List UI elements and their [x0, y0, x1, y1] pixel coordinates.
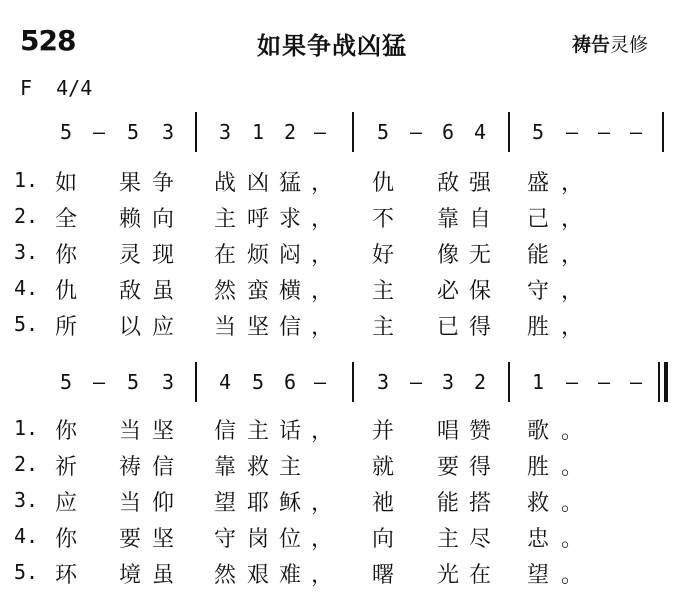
lyric-char: 己 [526, 207, 550, 232]
lyric-char: ， [560, 243, 584, 268]
category-rest: 灵修 [610, 34, 649, 56]
lyric-char: 主 [371, 279, 395, 304]
lyric-char: 守 [526, 279, 550, 304]
lyric-char: 无 [468, 243, 492, 268]
note: 1 [251, 120, 265, 144]
note: 5 [126, 120, 140, 144]
note: — [409, 120, 423, 144]
lyric-char: 艰 [246, 563, 270, 588]
hymn-category [572, 30, 648, 57]
lyric-char: 境 [118, 563, 142, 588]
verse-number: 5. [14, 560, 39, 584]
lyric-char: 你 [54, 419, 78, 444]
lyric-char: 唱 [436, 419, 460, 444]
lyric-char: 并 [371, 419, 395, 444]
lyric-char: 尽 [468, 527, 492, 552]
lyric-char: 凶 [246, 171, 270, 196]
lyric-char: 在 [213, 243, 237, 268]
note: 4 [473, 120, 487, 144]
lyric-char: 仇 [371, 171, 395, 196]
lyric-char: 望 [213, 491, 237, 516]
lyric-line [0, 164, 700, 198]
category-bold: 祷告 [572, 34, 611, 56]
lyric-char: 如 [54, 171, 78, 196]
lyric-char: 好 [371, 243, 395, 268]
lyric-char: 应 [151, 315, 175, 340]
barline [195, 112, 197, 152]
lyric-char: ， [310, 243, 334, 268]
lyric-char: 。 [560, 491, 584, 516]
lyric-char: 得 [468, 315, 492, 340]
lyric-line [0, 236, 700, 270]
lyric-char: ， [310, 171, 334, 196]
lyric-char: 求 [278, 207, 302, 232]
notes-line-1 [0, 112, 700, 152]
verse-number: 4. [14, 524, 39, 548]
lyric-char: ， [310, 315, 334, 340]
lyric-char: ， [560, 315, 584, 340]
lyric-char: 位 [278, 527, 302, 552]
lyric-char: 信 [278, 315, 302, 340]
lyric-line [0, 412, 700, 446]
lyric-char: 胜 [526, 455, 550, 480]
lyric-char: 话 [278, 419, 302, 444]
lyric-line [0, 556, 700, 590]
note: 4 [218, 370, 232, 394]
lyric-char: 祈 [54, 455, 78, 480]
lyric-char: 信 [213, 419, 237, 444]
lyric-char: 蛮 [246, 279, 270, 304]
lyric-char: ， [310, 279, 334, 304]
lyric-char: ， [310, 527, 334, 552]
note: — [92, 120, 106, 144]
note: 3 [161, 370, 175, 394]
lyric-char: 闷 [278, 243, 302, 268]
lyric-char: 能 [436, 491, 460, 516]
lyric-char: 猛 [278, 171, 302, 196]
lyric-line [0, 520, 700, 554]
lyric-char: 仇 [54, 279, 78, 304]
lyric-char: 虽 [151, 279, 175, 304]
note: 3 [218, 120, 232, 144]
lyric-char: 果 [118, 171, 142, 196]
lyric-char: 全 [54, 207, 78, 232]
lyric-char: 必 [436, 279, 460, 304]
note: 2 [473, 370, 487, 394]
lyric-char: 。 [560, 419, 584, 444]
note: — [597, 120, 611, 144]
note: 5 [59, 120, 73, 144]
lyric-char: ， [560, 171, 584, 196]
barline [195, 362, 197, 402]
lyric-char: 。 [560, 527, 584, 552]
note: 3 [441, 370, 455, 394]
lyric-char: 主 [371, 315, 395, 340]
lyric-char: ， [310, 419, 334, 444]
lyric-char: 主 [278, 455, 302, 480]
verse-number: 1. [14, 168, 39, 192]
lyric-char: 忠 [526, 527, 550, 552]
note: 2 [283, 120, 297, 144]
lyric-char: 祷 [118, 455, 142, 480]
lyric-char: ， [560, 279, 584, 304]
lyric-char: 盛 [526, 171, 550, 196]
lyric-char: 然 [213, 563, 237, 588]
note: 5 [251, 370, 265, 394]
verse-number: 2. [14, 204, 39, 228]
lyric-line [0, 448, 700, 482]
lyric-char: 不 [371, 207, 395, 232]
verse-number: 3. [14, 240, 39, 264]
lyric-char: 靠 [213, 455, 237, 480]
lyric-char: 难 [278, 563, 302, 588]
note: — [629, 120, 643, 144]
barline [508, 112, 510, 152]
lyric-char: 在 [468, 563, 492, 588]
lyric-char: 靠 [436, 207, 460, 232]
lyric-char: 敌 [118, 279, 142, 304]
lyric-char: 搭 [468, 491, 492, 516]
lyric-char: 敌 [436, 171, 460, 196]
lyric-char: 。 [560, 455, 584, 480]
lyric-char: 应 [54, 491, 78, 516]
lyric-char: 自 [468, 207, 492, 232]
lyric-char: 能 [526, 243, 550, 268]
key-time-signature: F 4/4 [20, 76, 93, 100]
note: 3 [161, 120, 175, 144]
lyric-char: 守 [213, 527, 237, 552]
note: — [313, 370, 327, 394]
notes-line-2 [0, 362, 700, 402]
lyric-char: 望 [526, 563, 550, 588]
lyric-char: 横 [278, 279, 302, 304]
note: — [565, 120, 579, 144]
lyric-line [0, 272, 700, 306]
barline [508, 362, 510, 402]
lyric-char: 歌 [526, 419, 550, 444]
lyric-char: 争 [151, 171, 175, 196]
lyric-char: 救 [526, 491, 550, 516]
lyric-char: 然 [213, 279, 237, 304]
note: — [597, 370, 611, 394]
lyric-char: 赖 [118, 207, 142, 232]
verse-number: 2. [14, 452, 39, 476]
verse-number: 1. [14, 416, 39, 440]
lyric-char: 。 [560, 563, 584, 588]
lyric-line [0, 484, 700, 518]
note: 6 [283, 370, 297, 394]
lyric-char: 坚 [246, 315, 270, 340]
lyric-char: 仰 [151, 491, 175, 516]
note: — [629, 370, 643, 394]
lyric-char: 稣 [278, 491, 302, 516]
lyric-char: 就 [371, 455, 395, 480]
lyric-char: 主 [436, 527, 460, 552]
lyric-char: 赞 [468, 419, 492, 444]
final-barline-thin [658, 362, 660, 402]
barline [352, 112, 354, 152]
note: 5 [59, 370, 73, 394]
note: 3 [376, 370, 390, 394]
lyric-char: 你 [54, 243, 78, 268]
lyric-char: ， [310, 207, 334, 232]
note: 6 [441, 120, 455, 144]
hymn-title: 如果争战凶猛 [257, 32, 407, 60]
lyric-char: 灵 [118, 243, 142, 268]
lyric-char: 强 [468, 171, 492, 196]
lyric-char: 虽 [151, 563, 175, 588]
hymn-number: 528 [20, 24, 76, 57]
lyric-char: 坚 [151, 419, 175, 444]
note: 5 [376, 120, 390, 144]
lyric-char: 主 [213, 207, 237, 232]
lyric-char: 呼 [246, 207, 270, 232]
note: — [313, 120, 327, 144]
lyric-line [0, 200, 700, 234]
note: 1 [531, 370, 545, 394]
lyric-char: 坚 [151, 527, 175, 552]
barline [662, 112, 664, 152]
lyric-char: ， [310, 563, 334, 588]
lyric-char: 胜 [526, 315, 550, 340]
lyric-char: 现 [151, 243, 175, 268]
lyric-char: 岗 [246, 527, 270, 552]
lyric-char: ， [310, 491, 334, 516]
lyric-char: 信 [151, 455, 175, 480]
final-barline-thick [664, 362, 668, 402]
lyric-char: 所 [54, 315, 78, 340]
note: 5 [126, 370, 140, 394]
verse-number: 5. [14, 312, 39, 336]
note: — [565, 370, 579, 394]
lyric-char: 祂 [371, 491, 395, 516]
lyric-char: 环 [54, 563, 78, 588]
lyric-char: 烦 [246, 243, 270, 268]
verse-number: 3. [14, 488, 39, 512]
lyric-char: 以 [118, 315, 142, 340]
lyric-char: 得 [468, 455, 492, 480]
barline [352, 362, 354, 402]
note: — [409, 370, 423, 394]
lyric-char: 曙 [371, 563, 395, 588]
lyric-char: 要 [436, 455, 460, 480]
lyric-char: 向 [151, 207, 175, 232]
lyric-char: 要 [118, 527, 142, 552]
lyric-char: 光 [436, 563, 460, 588]
lyric-char: ， [560, 207, 584, 232]
note: 5 [531, 120, 545, 144]
lyric-char: 保 [468, 279, 492, 304]
lyric-char: 像 [436, 243, 460, 268]
note: — [92, 370, 106, 394]
lyric-char: 已 [436, 315, 460, 340]
lyric-char: 战 [213, 171, 237, 196]
lyric-char: 你 [54, 527, 78, 552]
lyric-char: 主 [246, 419, 270, 444]
lyric-char: 耶 [246, 491, 270, 516]
verse-number: 4. [14, 276, 39, 300]
lyric-char: 当 [213, 315, 237, 340]
lyric-char: 当 [118, 419, 142, 444]
lyric-char: 向 [371, 527, 395, 552]
lyric-char: 当 [118, 491, 142, 516]
lyric-line [0, 308, 700, 342]
lyric-char: 救 [246, 455, 270, 480]
